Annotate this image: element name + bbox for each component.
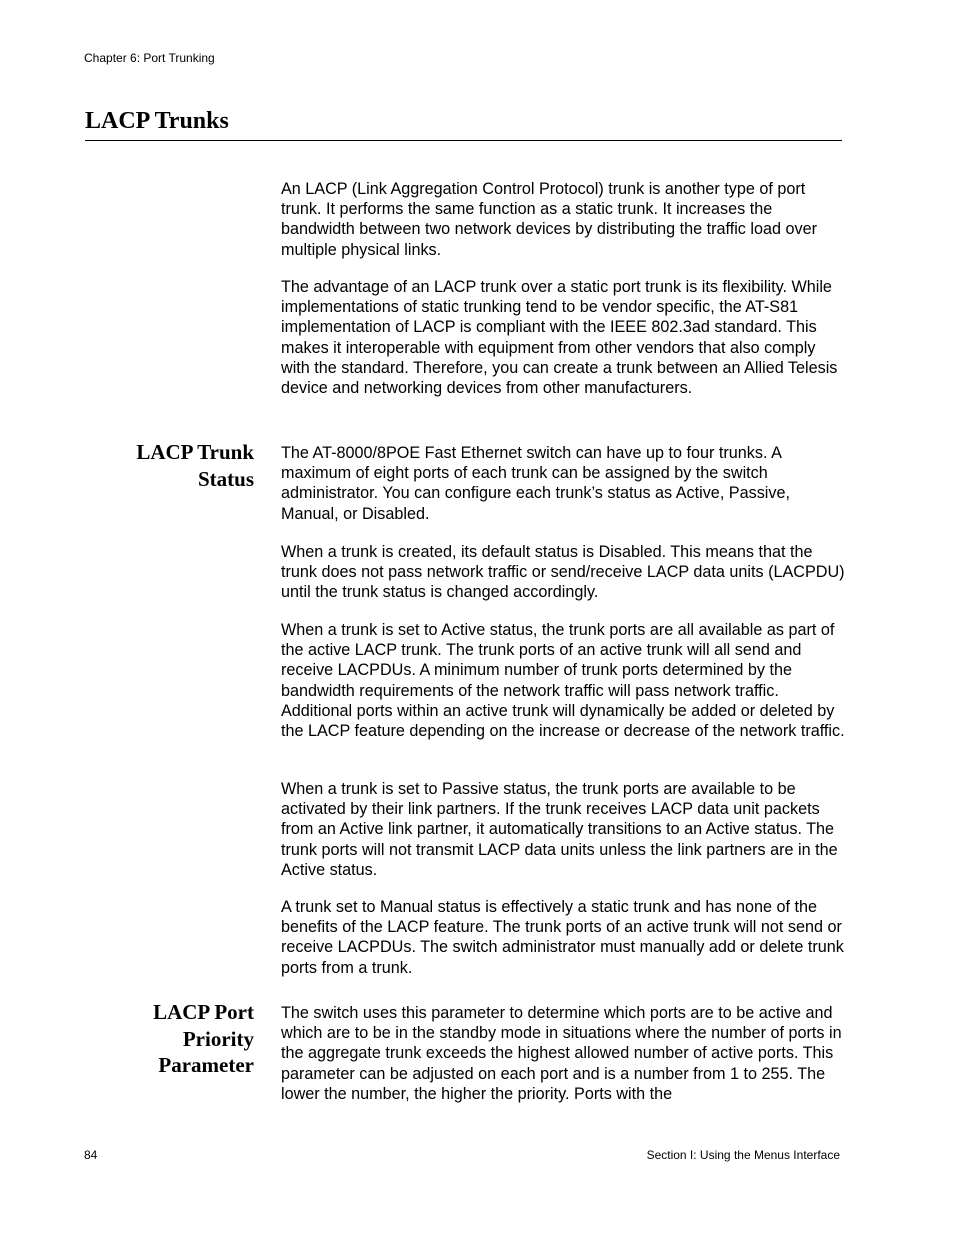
heading-line: Parameter [158,1053,254,1077]
page-number: 84 [84,1148,98,1162]
title-divider [85,140,842,141]
trunk-status-paragraph-3: When a trunk is set to Active status, the trunk ports are all available as part of the active LACP trunk. The trunk ports of an active trunk will all send and receive LACPDUs. A minimum number of trunk ports determined by the bandwidth requirements of the network traffic will pass network traffic. Additional ports within an active trunk will dynamically be added or deleted by the LACP feature depending on the increase or decrease of the network traffic. [281,621,845,741]
running-header: Chapter 6: Port Trunking [84,51,215,65]
heading-line: Status [197,466,254,491]
heading-line: LACP Trunk [136,440,254,464]
trunk-status-paragraph-5: A trunk set to Manual status is effectively a static trunk and has none of the benefits of the LACP feature. The trunk ports of an active trunk will not send or receive LACPDUs. The switch administrator must manually add or delete trunk ports from a trunk. [281,898,844,977]
intro-paragraph-1: An LACP (Link Aggregation Control Protocol) trunk is another type of port trunk. It performs the same function as a static trunk. It increases the bandwidth between two network devices by distributing the traffic load over multiple physical links. [281,180,817,259]
port-priority-paragraph-1: The switch uses this parameter to determine which ports are to be active and which are to be in the standby mode in situations where the number of ports in the aggregate trunk exceeds the highest allowed number of active ports. This parameter can be adjusted on each port and is a number from 1 to 255. The lower the number, the higher the priority. Ports with the [281,1004,842,1103]
section-title: LACP Trunks [85,108,229,134]
subsection-heading-lacp-port-priority [100,999,254,1079]
intro-paragraph-2: The advantage of an LACP trunk over a static port trunk is its flexibility. While implementations of static trunking tend to be vendor specific, the AT-S81 implementation of LACP is compliant with the IEEE 802.3ad standard. This makes it interoperable with equipment from other vendors that also comply with the standard. Therefore, you can create a trunk between an Allied Telesis device and networking devices from other manufacturers. [281,278,838,398]
heading-line: LACP Port [153,1000,254,1024]
subsection-heading-lacp-trunk-status [100,439,254,492]
running-footer: Section I: Using the Menus Interface [646,1148,840,1162]
trunk-status-paragraph-4: When a trunk is set to Passive status, the trunk ports are available to be activated by their link partners. If the trunk receives LACP data unit packets from an Active link partner, it automatically transitions to an Active status. The trunk ports will not transmit LACP data units unless the link partners are in the Active status. [281,780,838,879]
trunk-status-paragraph-1: The AT-8000/8POE Fast Ethernet switch can have up to four trunks. A maximum of eight ports of each trunk can be assigned by the switch administrator. You can configure each trunk’s status as Active, Passive, Manual, or Disabled. [281,444,790,523]
heading-line: Priority [182,1026,254,1051]
trunk-status-paragraph-2: When a trunk is created, its default status is Disabled. This means that the trunk does not pass network traffic or send/receive LACP data units (LACPDU) until the trunk status is changed accordingly. [281,543,845,602]
